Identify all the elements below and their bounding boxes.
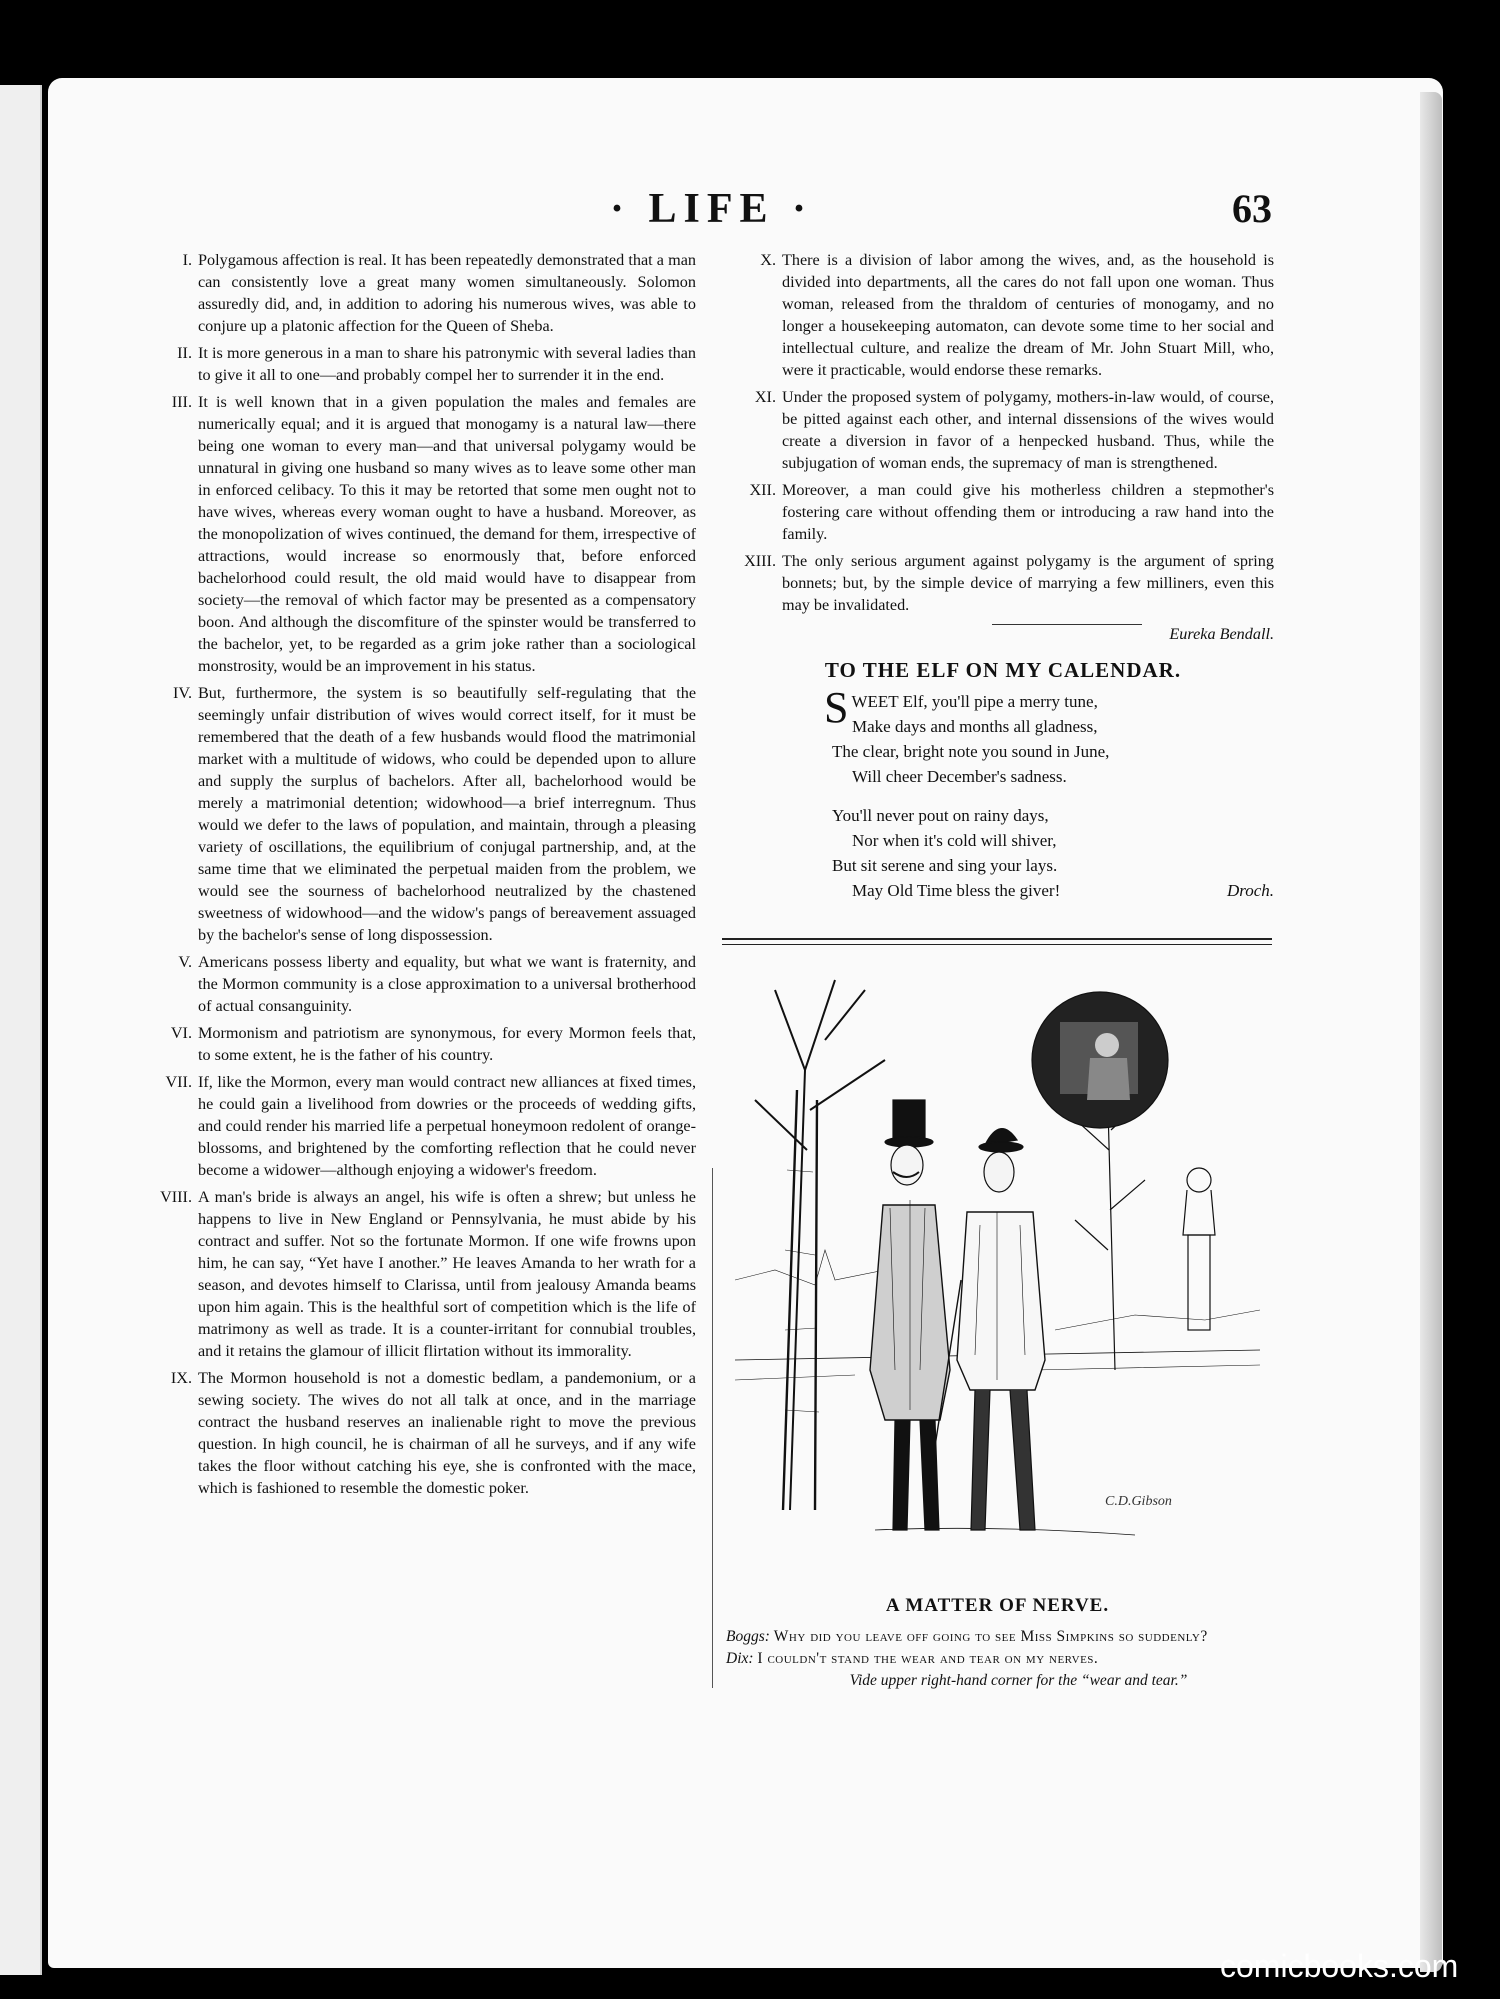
- cartoon-caption: [726, 1626, 1281, 1692]
- speaker-name: Dix:: [726, 1650, 754, 1667]
- list-item: [148, 391, 696, 677]
- dialogue-text: I couldn't stand the wear and tear on my nerves.: [757, 1650, 1099, 1667]
- poem: [732, 683, 1274, 903]
- item-text: A man's bride is always an angel, his wife is often a shrew; but unless he happens to live in New England or Pennsylvania, he must abide by his contract and suffer. Not so the fortunate Mormon. If one wife frowns upon him, he can say, “Yet have I another.” He leaves Amanda to her wrath for a season, and devotes himself to Clarissa, until from jealousy Amanda beams upon him again. This is the healthful sort of competition which is the life of matrimony as well as trade. It is a counter-irritant for connubial troubles, and it retains the glamour of illicit flirtation without its immorality.: [198, 1188, 696, 1360]
- item-number: VIII.: [160, 1188, 192, 1206]
- list-item: [148, 1071, 696, 1181]
- item-number: X.: [760, 251, 776, 269]
- column-divider: [712, 1168, 713, 1688]
- drop-cap: S: [824, 683, 849, 732]
- cartoon-illustration: [735, 950, 1260, 1580]
- masthead: · LIFE ·: [610, 186, 814, 232]
- list-item: [148, 342, 696, 386]
- list-item: [732, 479, 1274, 545]
- item-text: Moreover, a man could give his motherless children a stepmother's fostering care without offending them or introducing a raw hand into the family.: [782, 481, 1274, 543]
- poem-title: TO THE ELF ON MY CALENDAR.: [824, 658, 1182, 682]
- essay-signature: Eureka Bendall.: [1169, 625, 1274, 643]
- poem-line: [732, 878, 1274, 903]
- caption-line: [726, 1648, 1281, 1670]
- poem-author: Droch.: [1226, 881, 1274, 900]
- list-item: [732, 550, 1274, 616]
- list-item: [148, 951, 696, 1017]
- item-number: II.: [177, 344, 192, 362]
- cartoon-title: A MATTER OF NERVE.: [885, 1595, 1110, 1616]
- list-item: [148, 1367, 696, 1499]
- item-text: But, furthermore, the system is so beautifully self-regulating that the seemingly unfair distribution of wives would correct itself, for it must be remembered that the death of a few husbands would flood the matrimonial market with a multitude of widows, who could be depended upon to allure and supply the surplus of bachelors. After all, bachelorhood would be merely a matrimonial detention; widowhood—a brief interregnum. Thus would we defer to the laws of population, and maintain, through a pleasing variety of oscillations, the equilibrium of conjugal partnership, and, at the same time that we eliminated the perpetual maiden from the problem, we would see the sourness of bachelorhood neutralized by the chastened sweetness of widowhood—and the widow's pangs of bereavement assuaged by the bachelor's sense of long dispossession.: [198, 684, 696, 944]
- poem-line: The clear, bright note you sound in June,: [832, 742, 1110, 761]
- page-number: 63: [1232, 186, 1272, 231]
- caption-line: [726, 1626, 1281, 1648]
- poem-stanza: [732, 803, 1274, 903]
- poem-line-text: WEET Elf, you'll pipe a merry tune,: [851, 692, 1098, 711]
- item-text: The Mormon household is not a domestic bedlam, a pandemonium, or a sewing society. The wives do not all talk at once, and in the marriage contract the husband reserves an inalienable right to move the previous question. In high council, he is chairman of all he surveys, and if any wife takes the floor without catching his eye, she is confronted with the mace, which is fashioned to resemble the domestic poker.: [198, 1369, 696, 1497]
- list-item: [148, 249, 696, 337]
- item-text: Under the proposed system of polygamy, mothers-in-law would, of course, be pitted against each other, and internal dissensions of the wives would create a diversion in favor of a henpecked husband. Thus, while the subjugation of woman ends, the supremacy of man is strengthened.: [782, 388, 1274, 472]
- item-number: I.: [182, 251, 192, 269]
- poem-line: Will cheer December's sadness.: [852, 767, 1067, 786]
- item-number: XIII.: [744, 552, 776, 570]
- item-number: VII.: [165, 1073, 192, 1091]
- list-item: [148, 1022, 696, 1066]
- poem-line: You'll never pout on rainy days,: [832, 806, 1049, 825]
- item-number: IV.: [172, 684, 192, 702]
- left-column: [148, 249, 696, 1504]
- speaker-name: Boggs:: [726, 1628, 770, 1645]
- poem-line-text: May Old Time bless the giver!: [852, 881, 1061, 900]
- item-text: The only serious argument against polygamy is the argument of spring bonnets; but, by the simple device of marrying a few milliners, even this may be invalidated.: [782, 552, 1274, 614]
- item-text: If, like the Mormon, every man would contract new alliances at fixed times, he could gain a livelihood from dowries or the proceeds of wedding gifts, and could render his married life a perpetual honeymoon redolent of orange-blossoms, and brightened by the comforting reflection that he could never become a widower—although enjoying a widower's freedom.: [198, 1073, 696, 1179]
- list-item: [732, 386, 1274, 474]
- item-text: Mormonism and patriotism are synonymous, for every Mormon feels that, to some extent, he is the father of his country.: [198, 1024, 696, 1064]
- caption-note: Vide upper right-hand corner for the “wear and tear.”: [849, 1672, 1188, 1689]
- item-number: IX.: [170, 1369, 192, 1387]
- item-number: III.: [171, 393, 192, 411]
- item-text: Polygamous affection is real. It has been repeatedly demonstrated that a man can consistently love a great many women simultaneously. Solomon assuredly did, and, in addition to adoring his numerous wives, was able to conjure up a platonic affection for the Queen of Sheba.: [198, 251, 696, 335]
- item-text: It is more generous in a man to share his patronymic with several ladies than to give it all to one—and probably compel her to surrender it in the end.: [198, 344, 696, 384]
- list-item: [732, 249, 1274, 381]
- site-watermark: comicbooks.com: [1220, 1948, 1459, 1984]
- poem-line: Make days and months all gladness,: [852, 717, 1098, 736]
- list-item: [148, 682, 696, 946]
- artist-signature: C.D.Gibson: [1105, 1494, 1172, 1509]
- adjacent-page-edge: [0, 85, 42, 1975]
- dialogue-text: Why did you leave off going to see Miss Simpkins so suddenly?: [773, 1628, 1208, 1645]
- item-text: It is well known that in a given population the males and females are numerically equal; and it is argued that monogamy is a natural law—there being one woman to every man—and that universal polygamy would be unnatural in giving one husband so many wives as to leave some other man in enforced celibacy. To this it may be retorted that some men ought not to have wives, whereas every woman ought to have a husband. Moreover, as the monopolization of wives continued, the demand for them, irrespective of attractions, would increase so enormously that, before enforced bachelorhood could result, the old maid would have to disappear from society—the removal of which factor may be presented as a compensatory boon. And although the discomfiture of the spinster would be transferred to the bachelor, yet, to be regarded as a grim joke rather than a sociological monstrosity, would be an improvement in his status.: [198, 393, 696, 675]
- right-column: [732, 249, 1274, 903]
- poem-line: Nor when it's cold will shiver,: [852, 831, 1057, 850]
- item-number: VI.: [170, 1024, 192, 1042]
- double-rule: [722, 938, 1272, 945]
- poem-line: But sit serene and sing your lays.: [832, 856, 1058, 875]
- item-number: XI.: [754, 388, 776, 406]
- list-item: [148, 1186, 696, 1362]
- page-header: [0, 185, 1500, 235]
- item-text: There is a division of labor among the wives, and, as the household is divided into departments, all the cares do not fall upon one woman. Thus woman, released from the thraldom of centuries of monogamy, and no longer a housekeeping automaton, can devote some time to her social and intellectual culture, and realize the dream of Mr. John Stuart Mill, who, were it practicable, would endorse these remarks.: [782, 251, 1274, 379]
- item-text: Americans possess liberty and equality, but what we want is fraternity, and the Mormon community is a close approximation to a universal brotherhood of actual consanguinity.: [198, 953, 696, 1015]
- item-number: XII.: [749, 481, 776, 499]
- page-edge-shadow: [1420, 92, 1442, 1972]
- item-number: V.: [178, 953, 192, 971]
